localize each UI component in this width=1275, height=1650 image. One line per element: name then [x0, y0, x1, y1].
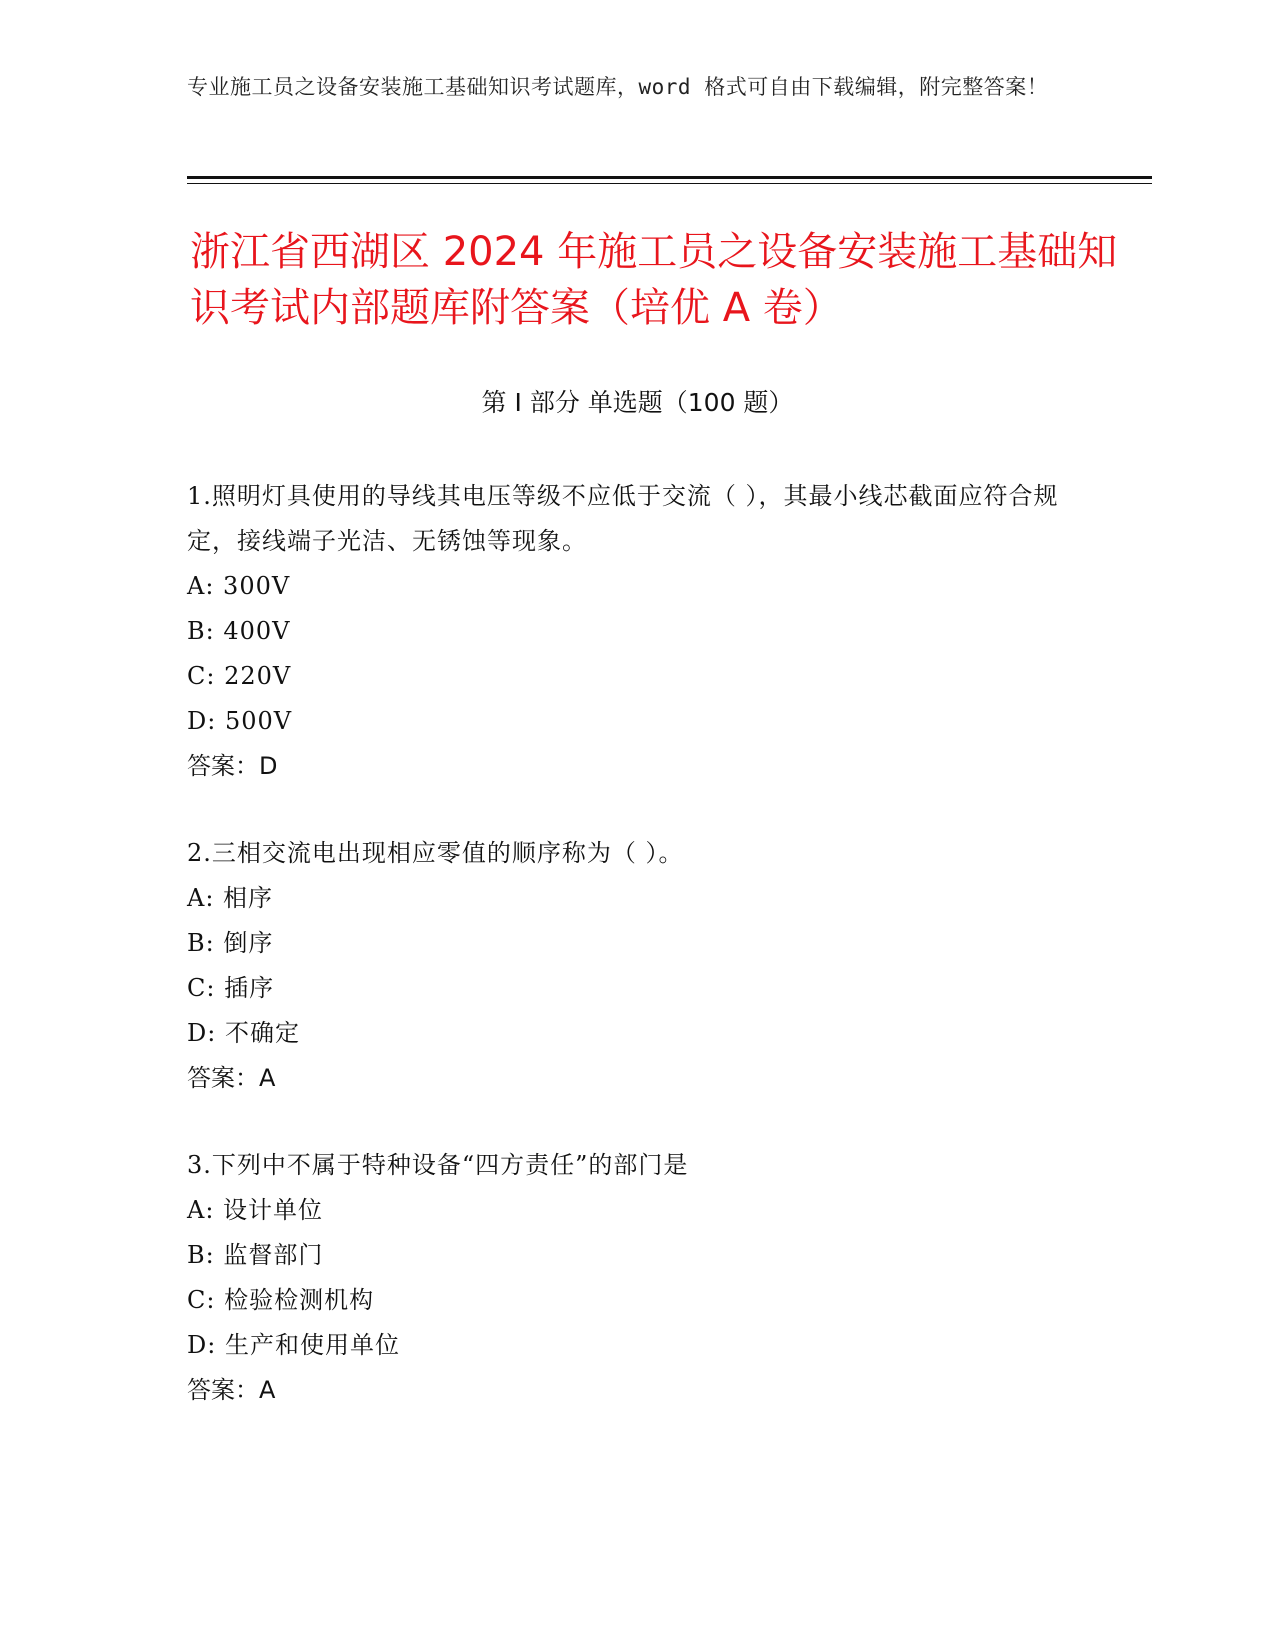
option-b: B: 400V	[187, 617, 291, 645]
option-a: A: 设计单位	[187, 1196, 324, 1224]
option-d: D: 不确定	[187, 1019, 300, 1047]
header-divider-thin	[187, 183, 1152, 184]
question-3	[187, 1143, 1067, 1413]
answer: 答案：A	[187, 1064, 276, 1092]
option-b: B: 倒序	[187, 929, 274, 957]
option-a: A: 300V	[187, 572, 291, 600]
question-1	[187, 474, 1067, 789]
question-stem: 2.三相交流电出现相应零值的顺序称为（ ）。	[187, 839, 684, 867]
option-d: D: 500V	[187, 707, 293, 735]
question-2	[187, 831, 1067, 1101]
option-b: B: 监督部门	[187, 1241, 324, 1269]
option-d: D: 生产和使用单位	[187, 1331, 400, 1359]
question-list	[187, 474, 1067, 1455]
option-c: C: 检验检测机构	[187, 1286, 375, 1314]
section-heading: 第 I 部分 单选题（100 题）	[481, 388, 794, 417]
answer: 答案：A	[187, 1376, 276, 1404]
header-divider-thick	[187, 176, 1152, 179]
question-stem: 1.照明灯具使用的导线其电压等级不应低于交流（ ），其最小线芯截面应符合规定，接线端子光洁、无锈蚀等现象。	[187, 482, 1059, 555]
option-c: C: 插序	[187, 974, 275, 1002]
option-a: A: 相序	[187, 884, 274, 912]
option-c: C: 220V	[187, 662, 292, 690]
question-stem: 3.下列中不属于特种设备“四方责任”的部门是	[187, 1151, 689, 1179]
header-note: 专业施工员之设备安装施工基础知识考试题库，word 格式可自由下载编辑，附完整答案！	[187, 75, 1049, 99]
answer: 答案：D	[187, 752, 278, 780]
document-title: 浙江省西湖区 2024 年施工员之设备安装施工基础知识考试内部题库附答案（培优 A 卷）	[190, 229, 1118, 331]
